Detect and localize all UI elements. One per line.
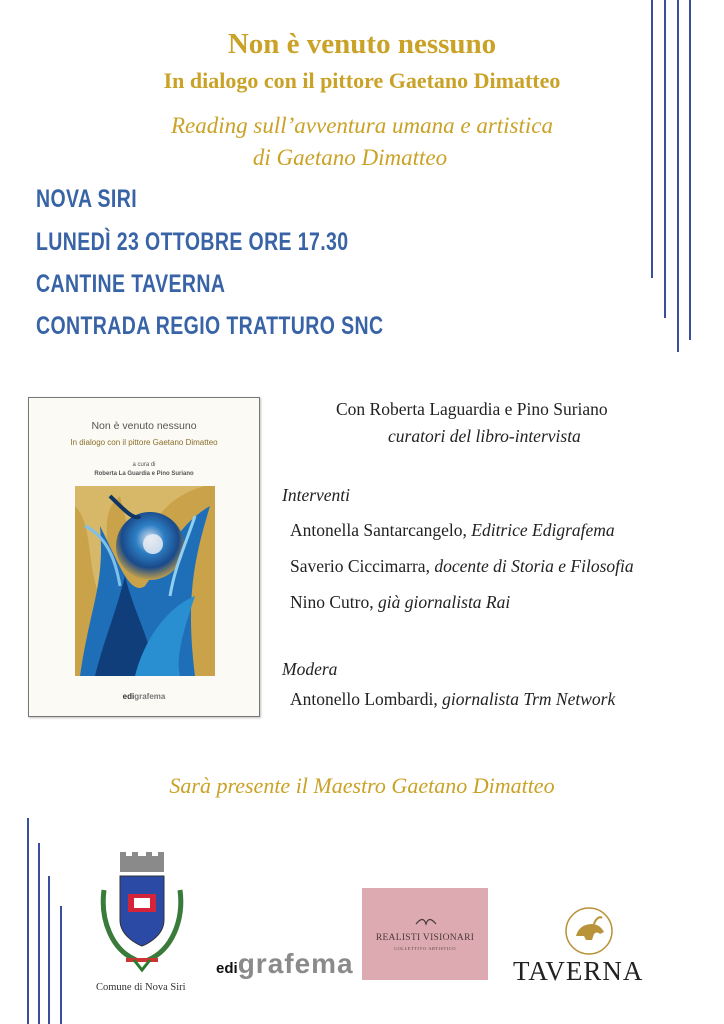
speaker-1	[290, 520, 615, 541]
realisti-title: REALISTI VISIONARI	[375, 933, 475, 943]
book-cover-painting	[75, 486, 215, 676]
modera-heading: Modera	[282, 659, 338, 679]
edigrafema-logo	[216, 948, 354, 980]
speaker-name: Antonella Santarcangelo,	[290, 520, 467, 540]
curators-role: curatori del libro-intervista	[388, 426, 581, 446]
decorative-line	[60, 906, 62, 1024]
event-venue: CANTINE TAVERNA	[36, 270, 226, 298]
publisher-prefix: edi	[122, 692, 135, 701]
decorative-line	[48, 876, 50, 1024]
speaker-name: Nino Cutro,	[290, 592, 374, 612]
taverna-bull-icon	[564, 906, 614, 956]
book-icon	[415, 914, 437, 926]
edigrafema-suffix: grafema	[237, 948, 354, 979]
taverna-wordmark: TAVERNA	[513, 956, 644, 986]
book-cover-subtitle: In dialogo con il pittore Gaetano Dimatteo	[70, 438, 218, 447]
comune-coat-of-arms-icon	[96, 850, 188, 975]
speaker-2	[290, 556, 634, 577]
book-cover-title: Non è venuto nessuno	[91, 420, 197, 432]
curators-names: Con Roberta Laguardia e Pino Suriano	[336, 399, 608, 419]
speaker-role: docente di Storia e Filosofia	[434, 556, 634, 576]
book-cover-curated-label: a cura di	[132, 462, 156, 468]
book-cover	[28, 397, 260, 717]
page-title: Non è venuto nessuno	[227, 28, 497, 60]
page-subtitle: In dialogo con il pittore Gaetano Dimatteo	[163, 68, 561, 93]
decorative-line	[38, 843, 40, 1024]
realisti-visionari-logo	[362, 888, 488, 980]
moderator-name: Antonello Lombardi,	[290, 689, 438, 709]
decorative-line	[27, 818, 29, 1024]
presence-note: Sarà presente il Maestro Gaetano Dimatteo	[169, 773, 555, 798]
event-city: NOVA SIRI	[36, 185, 138, 213]
comune-caption: Comune di Nova Siri	[96, 982, 186, 993]
speaker-3	[290, 592, 510, 613]
speaker-role: già giornalista Rai	[378, 592, 511, 612]
publisher-suffix: grafema	[134, 692, 166, 701]
speaker-name: Saverio Ciccimarra,	[290, 556, 430, 576]
speaker-role: Editrice Edigrafema	[471, 520, 615, 540]
moderator	[290, 689, 615, 710]
interventi-heading: Interventi	[282, 485, 351, 505]
realisti-sub: COLLETTIVO ARTISTICO	[393, 946, 457, 951]
book-cover-curators: Roberta La Guardia e Pino Suriano	[94, 471, 194, 477]
reading-line-1: Reading sull’avventura umana e artistica	[171, 113, 553, 138]
reading-line-2: di Gaetano Dimatteo	[252, 145, 448, 170]
book-cover-publisher	[29, 692, 259, 701]
event-address: CONTRADA REGIO TRATTURO SNC	[36, 312, 384, 340]
event-date: LUNEDÌ 23 OTTOBRE ORE 17.30	[36, 228, 349, 256]
edigrafema-prefix: edi	[216, 960, 238, 977]
moderator-role: giornalista Trm Network	[442, 689, 616, 709]
